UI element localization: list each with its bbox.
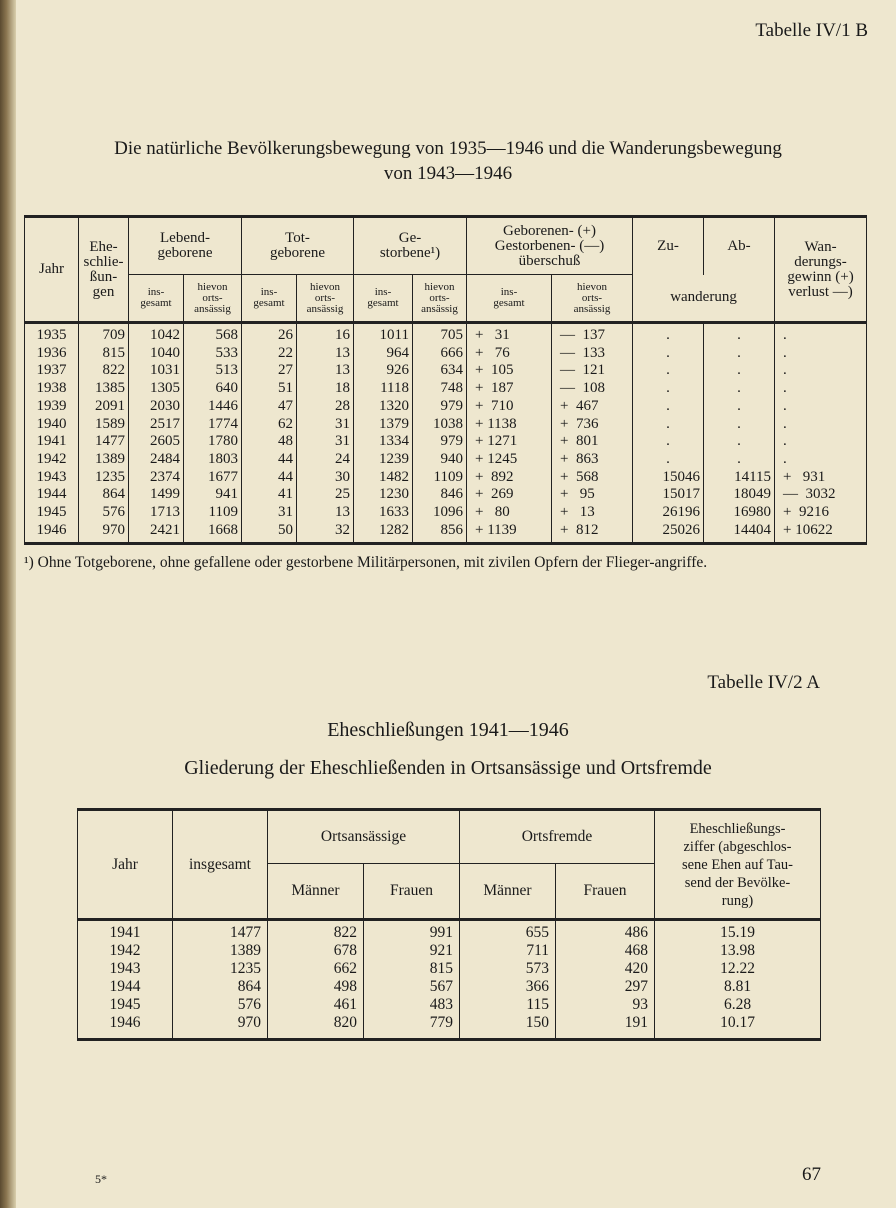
table-row <box>25 451 867 469</box>
table-cell: 191 <box>556 1014 655 1040</box>
header-ueberschuss: Geborenen- (+) Gestorbenen- (—) überschuß <box>467 217 633 275</box>
table-cell: 24 <box>297 451 354 469</box>
table-cell: 1040 <box>129 345 184 363</box>
header-lebend-hievon: hievon orts- ansässig <box>184 275 242 323</box>
table-cell: 1945 <box>25 504 79 522</box>
table-row <box>78 960 821 978</box>
table-cell: 655 <box>460 920 556 943</box>
table-cell: 468 <box>556 942 655 960</box>
t2-header-ortsfremde-maenner: Männer <box>460 864 556 920</box>
table-cell: 1944 <box>25 486 79 504</box>
table-cell: 15046 <box>633 469 704 487</box>
table-cell: 44 <box>242 469 297 487</box>
table-cell: 864 <box>79 486 129 504</box>
header-lebendgeborene: Lebend- geborene <box>129 217 242 275</box>
table-cell: . <box>633 362 704 380</box>
table-cell: 27 <box>242 362 297 380</box>
table1-title <box>0 136 896 186</box>
table-cell: 1239 <box>354 451 413 469</box>
header-tot-insgesamt: ins- gesamt <box>242 275 297 323</box>
table-row <box>78 978 821 996</box>
table1-title-line2: von 1943—1946 <box>383 163 513 184</box>
table-cell: 1937 <box>25 362 79 380</box>
table-cell: 678 <box>268 942 364 960</box>
table-cell: . <box>633 451 704 469</box>
table-cell: + 1271 <box>467 433 552 451</box>
table-cell: + 105 <box>467 362 552 380</box>
table-cell: . <box>633 345 704 363</box>
table-cell: 483 <box>364 996 460 1014</box>
table-cell: 513 <box>184 362 242 380</box>
table-cell: 2517 <box>129 416 184 434</box>
table-row <box>78 920 821 943</box>
table-cell: 26196 <box>633 504 704 522</box>
header-lebend-insgesamt: ins- gesamt <box>129 275 184 323</box>
table-cell: 10.17 <box>655 1014 821 1040</box>
table-cell: 6.28 <box>655 996 821 1014</box>
table-cell: 705 <box>413 323 467 345</box>
table-cell: 366 <box>460 978 556 996</box>
table-cell: 1477 <box>173 920 268 943</box>
table-cell: 1713 <box>129 504 184 522</box>
table-cell: 93 <box>556 996 655 1014</box>
table-cell: 991 <box>364 920 460 943</box>
table-cell: — 108 <box>552 380 633 398</box>
table-cell: 32 <box>297 522 354 544</box>
table-cell: 979 <box>413 433 467 451</box>
table-cell: 44 <box>242 451 297 469</box>
table-cell: 13.98 <box>655 942 821 960</box>
table-cell: 662 <box>268 960 364 978</box>
table-cell: 709 <box>79 323 129 345</box>
table-cell: 666 <box>413 345 467 363</box>
table-cell: 1118 <box>354 380 413 398</box>
footnote: ¹) Ohne Totgeborene, ohne gefallene oder gestorbene Militärpersonen, mit zivilen Opfern der Flieger-angriffe. <box>24 554 708 571</box>
table-cell: 1943 <box>25 469 79 487</box>
table-cell: 2484 <box>129 451 184 469</box>
table-cell: 1941 <box>25 433 79 451</box>
t2-header-ortsansaessige-frauen: Frauen <box>364 864 460 920</box>
table-cell: 1940 <box>25 416 79 434</box>
table-cell: + 10622 <box>775 522 867 544</box>
table-cell: 921 <box>364 942 460 960</box>
table-row <box>25 398 867 416</box>
table-cell: 15.19 <box>655 920 821 943</box>
table-cell: 1946 <box>25 522 79 544</box>
table-cell: 41 <box>242 486 297 504</box>
table-cell: . <box>775 362 867 380</box>
table-cell: 1305 <box>129 380 184 398</box>
table1-label: Tabelle IV/1 B <box>755 20 868 41</box>
table-cell: + 892 <box>467 469 552 487</box>
table-cell: . <box>775 323 867 345</box>
table-cell: 26 <box>242 323 297 345</box>
table-cell: 748 <box>413 380 467 398</box>
table-cell: . <box>704 451 775 469</box>
table-cell: 1109 <box>413 469 467 487</box>
table-cell: 1042 <box>129 323 184 345</box>
table-cell: . <box>704 380 775 398</box>
table-cell: 711 <box>460 942 556 960</box>
table-cell: . <box>633 416 704 434</box>
table-cell: 1038 <box>413 416 467 434</box>
t2-header-jahr: Jahr <box>78 810 173 920</box>
table-cell: 964 <box>354 345 413 363</box>
table-cell: — 3032 <box>775 486 867 504</box>
table-row <box>78 942 821 960</box>
table-cell: 822 <box>79 362 129 380</box>
table-cell: 576 <box>173 996 268 1014</box>
table-cell: 822 <box>268 920 364 943</box>
table-row <box>25 486 867 504</box>
table-cell: . <box>775 451 867 469</box>
table-cell: 568 <box>184 323 242 345</box>
table-cell: 150 <box>460 1014 556 1040</box>
table-cell: 533 <box>184 345 242 363</box>
table-cell: 31 <box>297 416 354 434</box>
t2-header-ziffer: Eheschließungs- ziffer (abgeschlos- sene Ehen auf Tau- send der Bevölke- rung) <box>655 810 821 920</box>
table-cell: 941 <box>184 486 242 504</box>
table-row <box>78 1014 821 1040</box>
table-cell: + 467 <box>552 398 633 416</box>
table-cell: . <box>633 433 704 451</box>
table-cell: 15017 <box>633 486 704 504</box>
table-cell: 2421 <box>129 522 184 544</box>
t2-header-ortsfremde-frauen: Frauen <box>556 864 655 920</box>
table-cell: 970 <box>173 1014 268 1040</box>
table-cell: 297 <box>556 978 655 996</box>
table-cell: 1482 <box>354 469 413 487</box>
table-cell: + 931 <box>775 469 867 487</box>
table-cell: 2605 <box>129 433 184 451</box>
table-cell: 461 <box>268 996 364 1014</box>
table-cell: 820 <box>268 1014 364 1040</box>
t2-header-ortsfremde: Ortsfremde <box>460 810 655 864</box>
table-cell: 1939 <box>25 398 79 416</box>
table-cell: 1379 <box>354 416 413 434</box>
table-cell: 1389 <box>79 451 129 469</box>
header-gestorbene: Ge- storbene¹) <box>354 217 467 275</box>
table-cell: 2030 <box>129 398 184 416</box>
table-cell: + 863 <box>552 451 633 469</box>
table-cell: 28 <box>297 398 354 416</box>
table1-title-line1: Die natürliche Bevölkerungsbewegung von 1935—1946 und die Wanderungsbewegung <box>114 138 782 159</box>
header-gest-insgesamt: ins- gesamt <box>354 275 413 323</box>
table-cell: 1477 <box>79 433 129 451</box>
table-cell: + 187 <box>467 380 552 398</box>
table-cell: 25 <box>297 486 354 504</box>
table-cell: + 76 <box>467 345 552 363</box>
table-cell: . <box>775 398 867 416</box>
table-cell: . <box>704 362 775 380</box>
table-cell: 567 <box>364 978 460 996</box>
table-cell: + 801 <box>552 433 633 451</box>
table-cell: 1334 <box>354 433 413 451</box>
header-ueber-insgesamt: ins- gesamt <box>467 275 552 323</box>
table-cell: 1011 <box>354 323 413 345</box>
table-cell: . <box>775 345 867 363</box>
table-cell: . <box>775 433 867 451</box>
header-totgeborene: Tot- geborene <box>242 217 354 275</box>
table-cell: 2374 <box>129 469 184 487</box>
table-cell: 1945 <box>78 996 173 1014</box>
table-row <box>25 416 867 434</box>
header-zu: Zu- <box>633 217 704 275</box>
table-cell: 779 <box>364 1014 460 1040</box>
table-cell: . <box>704 416 775 434</box>
table2-label: Tabelle IV/2 A <box>707 672 820 693</box>
table-cell: + 812 <box>552 522 633 544</box>
header-wanderungsgewinn: Wan- derungs- gewinn (+) verlust —) <box>775 217 867 323</box>
table-row <box>25 469 867 487</box>
header-jahr: Jahr <box>25 217 79 323</box>
table-cell: . <box>704 398 775 416</box>
table-cell: + 95 <box>552 486 633 504</box>
table-row <box>78 996 821 1014</box>
table-cell: 48 <box>242 433 297 451</box>
table-cell: 856 <box>413 522 467 544</box>
table-cell: + 1245 <box>467 451 552 469</box>
table-cell: 1385 <box>79 380 129 398</box>
table-cell: 926 <box>354 362 413 380</box>
table-cell: + 710 <box>467 398 552 416</box>
table-cell: 573 <box>460 960 556 978</box>
table-cell: . <box>704 323 775 345</box>
table-cell: 970 <box>79 522 129 544</box>
table-cell: 1031 <box>129 362 184 380</box>
table-cell: 576 <box>79 504 129 522</box>
table-cell: 1944 <box>78 978 173 996</box>
table-cell: 30 <box>297 469 354 487</box>
table2-title: Eheschließungen 1941—1946 <box>327 719 569 741</box>
page-number: 67 <box>802 1164 821 1185</box>
table-cell: 25026 <box>633 522 704 544</box>
table-cell: + 9216 <box>775 504 867 522</box>
table-cell: . <box>704 345 775 363</box>
table-cell: 1943 <box>78 960 173 978</box>
table-row <box>25 362 867 380</box>
table-cell: 1096 <box>413 504 467 522</box>
table-cell: 1235 <box>173 960 268 978</box>
header-ueber-hievon: hievon orts- ansässig <box>552 275 633 323</box>
table-cell: 47 <box>242 398 297 416</box>
table-cell: . <box>633 380 704 398</box>
table-cell: 1942 <box>78 942 173 960</box>
table-cell: 14404 <box>704 522 775 544</box>
table-cell: 1677 <box>184 469 242 487</box>
table-cell: 1282 <box>354 522 413 544</box>
table-cell: 979 <box>413 398 467 416</box>
table-cell: 634 <box>413 362 467 380</box>
marriages-table <box>77 808 821 1041</box>
table-cell: 1946 <box>78 1014 173 1040</box>
header-wanderung: wanderung <box>633 275 775 323</box>
table-cell: 1589 <box>79 416 129 434</box>
header-tot-hievon: hievon orts- ansässig <box>297 275 354 323</box>
table-cell: 1935 <box>25 323 79 345</box>
table-cell: 1320 <box>354 398 413 416</box>
table-cell: + 736 <box>552 416 633 434</box>
table-cell: 8.81 <box>655 978 821 996</box>
table-cell: 1941 <box>78 920 173 943</box>
table-cell: 1780 <box>184 433 242 451</box>
table-cell: 815 <box>79 345 129 363</box>
table-cell: + 80 <box>467 504 552 522</box>
table-cell: 1668 <box>184 522 242 544</box>
table-cell: 13 <box>297 362 354 380</box>
table-cell: 1774 <box>184 416 242 434</box>
table-cell: 16980 <box>704 504 775 522</box>
table-cell: . <box>633 323 704 345</box>
table-cell: 13 <box>297 345 354 363</box>
table-cell: + 1138 <box>467 416 552 434</box>
table-cell: 62 <box>242 416 297 434</box>
table-cell: + 13 <box>552 504 633 522</box>
table-cell: 16 <box>297 323 354 345</box>
table-cell: 31 <box>242 504 297 522</box>
table-cell: 22 <box>242 345 297 363</box>
table-row <box>25 522 867 544</box>
table-cell: — 121 <box>552 362 633 380</box>
table-row <box>25 345 867 363</box>
table-cell: — 137 <box>552 323 633 345</box>
table-cell: 1389 <box>173 942 268 960</box>
table-row <box>25 323 867 345</box>
table-cell: + 568 <box>552 469 633 487</box>
table2-subtitle: Gliederung der Eheschließenden in Ortsansässige und Ortsfremde <box>184 757 712 779</box>
table-row <box>25 504 867 522</box>
table-cell: 2091 <box>79 398 129 416</box>
sheet-signature: 5* <box>95 1172 107 1186</box>
header-eheschliessungen: Ehe- schlie- ßun- gen <box>79 217 129 323</box>
table-row <box>25 380 867 398</box>
table-cell: 1942 <box>25 451 79 469</box>
t2-header-ortsansaessige-maenner: Männer <box>268 864 364 920</box>
table-cell: + 269 <box>467 486 552 504</box>
table-cell: — 133 <box>552 345 633 363</box>
table-cell: . <box>775 380 867 398</box>
table-cell: . <box>704 433 775 451</box>
table-cell: 1936 <box>25 345 79 363</box>
table-cell: + 1139 <box>467 522 552 544</box>
table-cell: 815 <box>364 960 460 978</box>
table-cell: 115 <box>460 996 556 1014</box>
header-ab: Ab- <box>704 217 775 275</box>
table-cell: 18049 <box>704 486 775 504</box>
table-cell: 14115 <box>704 469 775 487</box>
table-cell: 18 <box>297 380 354 398</box>
table-cell: 12.22 <box>655 960 821 978</box>
table-cell: + 31 <box>467 323 552 345</box>
table-cell: . <box>775 416 867 434</box>
table-cell: 51 <box>242 380 297 398</box>
table-cell: 1230 <box>354 486 413 504</box>
table-cell: 1803 <box>184 451 242 469</box>
table-cell: 1938 <box>25 380 79 398</box>
table-cell: 31 <box>297 433 354 451</box>
table-row <box>25 433 867 451</box>
population-movement-table <box>24 215 867 545</box>
table-cell: 1235 <box>79 469 129 487</box>
table-cell: 640 <box>184 380 242 398</box>
table-cell: 1109 <box>184 504 242 522</box>
table-cell: 498 <box>268 978 364 996</box>
t2-header-ortsansaessige: Ortsansässige <box>268 810 460 864</box>
table-cell: 1446 <box>184 398 242 416</box>
table-cell: 420 <box>556 960 655 978</box>
table-cell: 50 <box>242 522 297 544</box>
t2-header-insgesamt: insgesamt <box>173 810 268 920</box>
table-cell: . <box>633 398 704 416</box>
table-cell: 846 <box>413 486 467 504</box>
table-cell: 940 <box>413 451 467 469</box>
header-gest-hievon: hievon orts- ansässig <box>413 275 467 323</box>
table-cell: 1633 <box>354 504 413 522</box>
table-cell: 1499 <box>129 486 184 504</box>
table-cell: 486 <box>556 920 655 943</box>
table-cell: 864 <box>173 978 268 996</box>
table-cell: 13 <box>297 504 354 522</box>
